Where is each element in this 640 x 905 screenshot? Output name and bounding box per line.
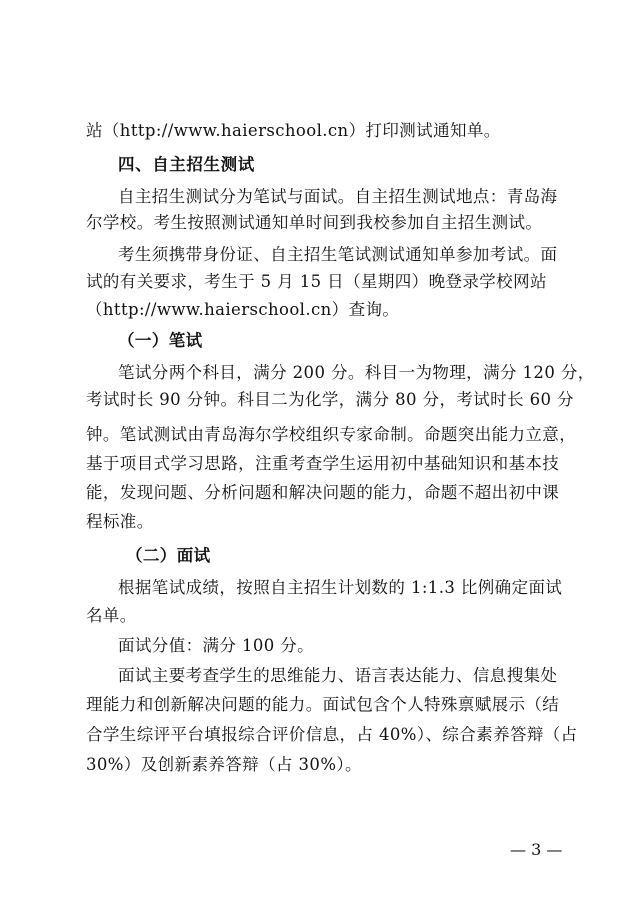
text-line: 理能力和创新解决问题的能力。面试包含个人特殊禀赋展示（结	[86, 695, 560, 714]
text-line: 能，发现问题、分析问题和解决问题的能力，命题不超出初中课	[86, 483, 560, 502]
text-line: 面试分值：满分 100 分。	[118, 636, 315, 655]
text-line: 自主招生测试分为笔试与面试。自主招生测试地点：青岛海	[118, 187, 558, 206]
text-line: 笔试分两个科目，满分 200 分。科目一为物理，满分 120 分，	[118, 363, 595, 382]
text-line: 合学生综评平台填报综合评价信息，占 40%）、综合素养答辩（占	[86, 725, 578, 744]
subsection-heading: （一）笔试	[118, 331, 203, 350]
text-line: （http://www.haierschool.cn）查询。	[86, 300, 400, 319]
text-line: 尔学校。考生按照测试通知单时间到我校参加自主招生测试。	[86, 213, 543, 232]
text-line: 考生须携带身份证、自主招生笔试测试通知单参加考试。面	[118, 245, 558, 264]
text-line: 30%）及创新素养答辩（占 30%）。	[86, 755, 362, 774]
section-heading: 四、自主招生测试	[118, 155, 255, 174]
text-line: 考试时长 90 分钟。科目二为化学，满分 80 分，考试时长 60 分	[86, 390, 574, 409]
text-line: 钟。笔试测试由青岛海尔学校组织专家命制。命题突出能力立意，	[86, 425, 577, 444]
text-line: 面试主要考查学生的思维能力、语言表达能力、信息搜集处	[118, 666, 558, 685]
text-line: 站（http://www.haierschool.cn）打印测试通知单。	[86, 121, 501, 140]
subsection-heading: （二）面试	[126, 546, 211, 565]
page-number: — 3 —	[510, 840, 563, 859]
text-line: 根据笔试成绩，按照自主招生计划数的 1:1.3 比例确定面试	[118, 578, 563, 597]
text-line: 试的有关要求，考生于 5 月 15 日（星期四）晚登录学校网站	[86, 272, 547, 291]
text-line: 名单。	[86, 606, 137, 625]
text-line: 程标准。	[86, 512, 154, 531]
text-line: 基于项目式学习思路，注重考查学生运用初中基础知识和基本技	[86, 454, 560, 473]
